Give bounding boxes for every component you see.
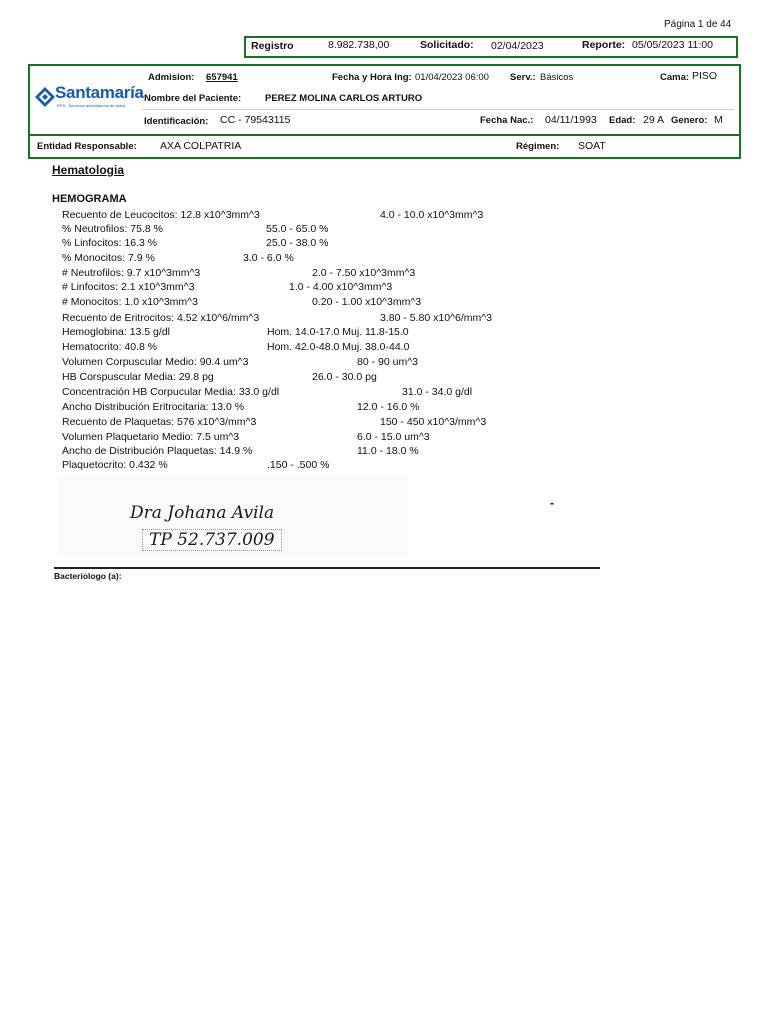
result-line: # Linfocitos: 2.1 x10^3mm^3 xyxy=(62,281,195,293)
registro-value: 8.982.738,00 xyxy=(328,39,390,51)
serv-label: Serv.: xyxy=(510,72,536,83)
result-line: Concentración HB Corpucular Media: 33.0 g/dl xyxy=(62,386,280,398)
reference-range: 2.0 - 7.50 x10^3mm^3 xyxy=(312,267,416,279)
signature-name: Dra Johana Avila xyxy=(130,503,275,523)
reference-range: .150 - .500 % xyxy=(267,459,330,471)
solicitado-value: 02/04/2023 xyxy=(491,40,544,52)
section-title: Hematologia xyxy=(52,163,125,177)
result-line: Recuento de Leucocitos: 12.8 x10^3mm^3 xyxy=(62,209,260,221)
entidad-value: AXA COLPATRIA xyxy=(160,140,242,152)
result-line: Ancho de Distribución Plaquetas: 14.9 % xyxy=(62,445,253,457)
edad-value: 29 A xyxy=(643,114,665,126)
reference-range: 1.0 - 4.00 x10^3mm^3 xyxy=(289,281,393,293)
genero-value: M xyxy=(714,114,723,126)
registro-label: Registro xyxy=(251,40,294,52)
result-line: Volumen Corpuscular Medio: 90.4 um^3 xyxy=(62,356,249,368)
cama-value: PISO xyxy=(692,70,718,82)
reference-range: 0.20 - 1.00 x10^3mm^3 xyxy=(312,296,422,308)
identificacion-value: CC - 79543115 xyxy=(220,114,291,126)
reference-range: 80 - 90 um^3 xyxy=(357,356,418,368)
page-number: Página 1 de 44 xyxy=(664,19,732,30)
result-line: Hematocrito: 40.8 % xyxy=(62,341,158,353)
reference-range: 3.0 - 6.0 % xyxy=(243,252,294,264)
fecha-nac-label: Fecha Nac.: xyxy=(480,115,534,126)
reference-range: 25.0 - 38.0 % xyxy=(266,237,329,249)
edad-label: Edad: xyxy=(609,115,636,126)
reference-range: 150 - 450 x10^3/mm^3 xyxy=(380,416,487,428)
genero-label: Genero: xyxy=(671,115,708,126)
dash-mark: - xyxy=(550,496,554,510)
reporte-label: Reporte: xyxy=(582,39,626,51)
reference-range: 55.0 - 65.0 % xyxy=(266,223,329,235)
test-title: HEMOGRAMA xyxy=(52,193,127,205)
serv-value: Básicos xyxy=(540,72,574,83)
entidad-label: Entidad Responsable: xyxy=(37,141,137,152)
result-line: Recuento de Plaquetas: 576 x10^3/mm^3 xyxy=(62,416,257,428)
result-line: HB Corspuscular Media: 29.8 pg xyxy=(62,371,214,383)
result-line: # Monocitos: 1.0 x10^3mm^3 xyxy=(62,296,198,308)
reference-range: Hom. 42.0-48.0 Muj. 38.0-44.0 xyxy=(267,341,410,353)
regimen-label: Régimen: xyxy=(516,141,560,152)
fecha-hora-value: 01/04/2023 06:00 xyxy=(415,72,489,83)
reference-range: 26.0 - 30.0 pg xyxy=(312,371,377,383)
solicitado-label: Solicitado: xyxy=(420,39,474,51)
fecha-hora-label: Fecha y Hora Ing: xyxy=(332,72,412,83)
logo-diamond-icon xyxy=(34,86,56,108)
reference-range: 6.0 - 15.0 um^3 xyxy=(357,431,430,443)
result-line: Recuento de Eritrocitos: 4.52 x10^6/mm^3 xyxy=(62,312,260,324)
reference-range: 31.0 - 34.0 g/dl xyxy=(402,386,473,398)
reference-range: 11.0 - 18.0 % xyxy=(357,445,419,457)
bacteriologo-label: Bacteriologo (a): xyxy=(54,571,122,581)
logo-text: Santamaría xyxy=(55,83,144,102)
santamaria-logo xyxy=(34,86,56,111)
result-line: % Monocitos: 7.9 % xyxy=(62,252,155,264)
logo-tagline: EPS - Servicios ambulatorios de salud xyxy=(57,103,126,108)
result-line: Ancho Distribución Eritrocitaria: 13.0 % xyxy=(62,401,245,413)
result-line: Plaquetocrito: 0.432 % xyxy=(62,459,168,471)
signature-line xyxy=(54,567,600,569)
signature-id: TP 52.737.009 xyxy=(142,529,282,551)
row-divider xyxy=(142,109,734,110)
nombre-label: Nombre del Paciente: xyxy=(144,93,242,104)
nombre-value: PEREZ MOLINA CARLOS ARTURO xyxy=(265,93,423,104)
result-line: Hemoglobina: 13.5 g/dl xyxy=(62,326,170,338)
identificacion-label: Identificación: xyxy=(144,116,209,127)
regimen-value: SOAT xyxy=(578,140,606,152)
fecha-nac-value: 04/11/1993 xyxy=(545,114,597,126)
patient-box-divider xyxy=(28,134,739,136)
reference-range: 4.0 - 10.0 x10^3mm^3 xyxy=(380,209,484,221)
cama-label: Cama: xyxy=(660,72,690,83)
reference-range: 3.80 - 5.80 x10^6/mm^3 xyxy=(380,312,492,324)
result-line: Volumen Plaquetario Medio: 7.5 um^3 xyxy=(62,431,240,443)
result-line: # Neutrofilos: 9.7 x10^3mm^3 xyxy=(62,267,201,279)
reference-range: 12.0 - 16.0 % xyxy=(357,401,420,413)
result-line: % Linfocitos: 16.3 % xyxy=(62,237,158,249)
result-line: % Neutrofilos: 75.8 % xyxy=(62,223,163,235)
reporte-value: 05/05/2023 11:00 xyxy=(632,39,713,51)
admision-label: Admision: xyxy=(148,72,195,83)
admision-value: 657941 xyxy=(206,72,238,83)
reference-range: Hom. 14.0-17.0 Muj. 11.8-15.0 xyxy=(267,326,409,338)
